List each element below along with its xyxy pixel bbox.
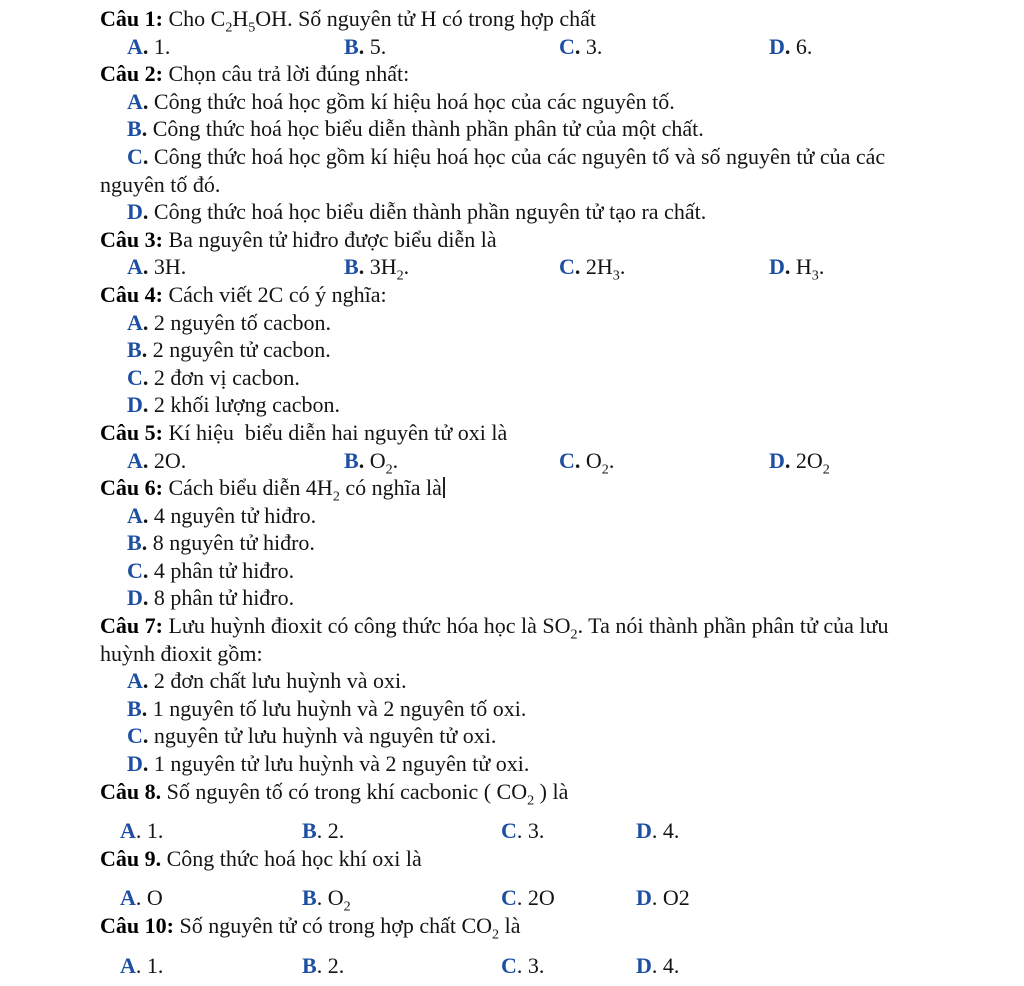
option-letter-c: C bbox=[559, 447, 575, 473]
option-letter-punct: . bbox=[651, 885, 658, 911]
option-text: 6. bbox=[795, 33, 813, 59]
option-text: 2O bbox=[527, 885, 555, 911]
option-letter-a: A bbox=[120, 952, 136, 978]
option-letter-punct: . bbox=[135, 818, 142, 844]
question-stem: Số nguyên tố có trong khí cacbonic ( $CO_2$ ) là bbox=[166, 778, 569, 809]
option-letter-punct: . bbox=[135, 952, 142, 978]
option-line bbox=[100, 667, 942, 695]
question-head bbox=[100, 419, 942, 447]
option-letter-c: C bbox=[501, 952, 517, 978]
question-head bbox=[100, 912, 942, 943]
option-letter-a: A bbox=[127, 33, 143, 59]
option-line bbox=[100, 198, 942, 226]
option-letter-punct: . bbox=[141, 530, 148, 556]
option-text: Công thức hoá học gồm kí hiệu hoá học của các nguyên tố và số nguyên tử của các nguyên tố đó. bbox=[100, 143, 886, 197]
option-line bbox=[100, 309, 942, 337]
option-text: 5. bbox=[369, 33, 387, 59]
option-letter-punct: . bbox=[141, 695, 148, 721]
option-letter-punct: . bbox=[574, 33, 581, 59]
option-text: $H_3$. bbox=[795, 254, 825, 284]
question-head bbox=[100, 60, 942, 88]
option-letter-c: C bbox=[127, 723, 143, 749]
question-head bbox=[100, 612, 942, 667]
option-text: 4. bbox=[662, 952, 680, 978]
option-letter-a: A bbox=[127, 88, 143, 114]
option-line bbox=[100, 88, 942, 116]
option-text: O2 bbox=[662, 885, 690, 911]
option-line bbox=[100, 695, 942, 723]
options-row bbox=[100, 33, 942, 61]
subscript: 5 bbox=[248, 19, 256, 36]
option-text: 4 nguyên tử hiđro. bbox=[153, 502, 317, 528]
option-text: 8 phân tử hiđro. bbox=[153, 585, 295, 611]
option-letter-punct: . bbox=[358, 254, 365, 280]
option-text: $2H_3$. bbox=[585, 254, 626, 284]
option bbox=[769, 33, 812, 61]
option-letter-b: B bbox=[302, 818, 317, 844]
option bbox=[120, 952, 163, 980]
option bbox=[302, 884, 351, 915]
option bbox=[127, 253, 186, 281]
option-line bbox=[100, 115, 942, 143]
subscript: 2 bbox=[570, 626, 578, 643]
option-letter-punct: . bbox=[651, 952, 658, 978]
option-line bbox=[100, 391, 942, 419]
option-letter-punct: . bbox=[574, 254, 581, 280]
option bbox=[559, 253, 626, 284]
subscript: 3 bbox=[612, 267, 620, 284]
options-row bbox=[100, 253, 942, 284]
option-letter-a: A bbox=[127, 254, 143, 280]
option-text: 1 nguyên tố lưu huỳnh và 2 nguyên tố oxi. bbox=[152, 695, 527, 721]
option-letter-punct: . bbox=[141, 116, 148, 142]
option-text: $O_2$. bbox=[585, 447, 615, 477]
option-letter-punct: . bbox=[358, 447, 365, 473]
question-head bbox=[100, 474, 942, 505]
question-block-5 bbox=[100, 419, 942, 477]
option bbox=[636, 817, 679, 845]
option-letter-a: A bbox=[127, 447, 143, 473]
question-block-7 bbox=[100, 612, 942, 778]
option-letter-d: D bbox=[127, 199, 143, 225]
question-label: Câu 4: bbox=[100, 281, 163, 307]
option-letter-punct: . bbox=[784, 33, 791, 59]
option-text: 8 nguyên tử hiđro. bbox=[152, 530, 315, 556]
option-line bbox=[100, 584, 942, 612]
option-line bbox=[100, 529, 942, 557]
option-letter-b: B bbox=[127, 337, 142, 363]
option-text: 2 khối lượng cacbon. bbox=[153, 392, 340, 418]
option-letter-punct: . bbox=[142, 502, 149, 528]
option-letter-c: C bbox=[127, 364, 143, 390]
options-row bbox=[100, 884, 942, 915]
subscript: 2 bbox=[601, 460, 609, 477]
subscript: 2 bbox=[822, 460, 830, 477]
option-letter-b: B bbox=[302, 952, 317, 978]
options-row bbox=[100, 447, 942, 475]
option-letter-d: D bbox=[127, 585, 143, 611]
option-letter-punct: . bbox=[142, 723, 149, 749]
option bbox=[120, 884, 163, 912]
option-text: 1 nguyên tử lưu huỳnh và 2 nguyên tử oxi. bbox=[153, 751, 530, 777]
question-stem: Công thức hoá học khí oxi là bbox=[166, 845, 422, 871]
subscript: 2 bbox=[332, 488, 340, 505]
option-letter-b: B bbox=[344, 33, 359, 59]
options-row bbox=[100, 952, 942, 980]
option-letter-b: B bbox=[344, 254, 359, 280]
option-letter-punct: . bbox=[784, 254, 791, 280]
option-letter-d: D bbox=[636, 885, 652, 911]
option-letter-c: C bbox=[501, 818, 517, 844]
question-block-4 bbox=[100, 281, 942, 419]
option-text: 1. bbox=[153, 33, 171, 59]
option bbox=[302, 817, 344, 845]
option-letter-c: C bbox=[127, 557, 143, 583]
question-stem: Cách viết 2C có ý nghĩa: bbox=[168, 281, 387, 307]
option-text: 4 phân tử hiđro. bbox=[153, 557, 295, 583]
question-label: Câu 7: bbox=[100, 613, 163, 639]
subscript: 2 bbox=[527, 792, 535, 809]
question-head bbox=[100, 845, 942, 873]
option bbox=[769, 447, 830, 475]
question-block-9 bbox=[100, 845, 942, 915]
option-line bbox=[100, 750, 942, 778]
option bbox=[636, 952, 679, 980]
option bbox=[501, 817, 544, 845]
option-line bbox=[100, 557, 942, 585]
option-letter-punct: . bbox=[142, 364, 149, 390]
question-stem: Chọn câu trả lời đúng nhất: bbox=[168, 61, 410, 87]
option-letter-punct: . bbox=[574, 447, 581, 473]
option-letter-punct: . bbox=[358, 33, 365, 59]
option-letter-c: C bbox=[127, 143, 143, 169]
option-text: 3. bbox=[527, 952, 545, 978]
option-letter-punct: . bbox=[142, 309, 149, 335]
option-text: 2 nguyên tố cacbon. bbox=[153, 309, 332, 335]
option-letter-d: D bbox=[127, 751, 143, 777]
option-letter-b: B bbox=[344, 447, 359, 473]
option-letter-punct: . bbox=[516, 818, 523, 844]
question-stem: Kí hiệu biểu diễn hai nguyên tử oxi là bbox=[168, 419, 508, 445]
option-letter-d: D bbox=[769, 447, 785, 473]
option bbox=[120, 817, 163, 845]
option-text: 2 nguyên tử cacbon. bbox=[152, 337, 331, 363]
option-letter-d: D bbox=[769, 33, 785, 59]
option-letter-punct: . bbox=[142, 254, 149, 280]
option-letter-a: A bbox=[120, 818, 136, 844]
question-stem: Ba nguyên tử hiđro được biểu diễn là bbox=[168, 226, 497, 252]
option-letter-b: B bbox=[127, 116, 142, 142]
option-text: 1. bbox=[146, 818, 164, 844]
option bbox=[127, 447, 186, 475]
option bbox=[501, 884, 555, 912]
option-letter-punct: . bbox=[142, 557, 149, 583]
option-letter-punct: . bbox=[142, 585, 149, 611]
option bbox=[344, 447, 398, 475]
option-letter-a: A bbox=[127, 668, 143, 694]
question-label: Câu 3: bbox=[100, 226, 163, 252]
option-text: $O_2$. bbox=[369, 447, 399, 477]
subscript: 2 bbox=[343, 898, 351, 915]
question-label: Câu 9. bbox=[100, 845, 162, 871]
option-text: $O_2$ bbox=[327, 885, 351, 915]
question-stem: Cho $C_2H_5OH$. Số nguyên tử H có trong hợp chất bbox=[168, 6, 596, 36]
text-cursor bbox=[443, 477, 445, 498]
option-letter-a: A bbox=[127, 502, 143, 528]
option-letter-punct: . bbox=[316, 818, 323, 844]
question-head bbox=[100, 281, 942, 309]
option-text: nguyên tử lưu huỳnh và nguyên tử oxi. bbox=[153, 723, 497, 749]
option-line bbox=[100, 364, 942, 392]
option-line bbox=[100, 502, 942, 530]
option-line bbox=[100, 722, 942, 750]
option-text: 3. bbox=[527, 818, 545, 844]
option bbox=[559, 33, 602, 61]
option-letter-punct: . bbox=[142, 143, 149, 169]
option-letter-punct: . bbox=[516, 885, 523, 911]
option-letter-b: B bbox=[127, 695, 142, 721]
question-block-1 bbox=[100, 5, 942, 60]
option-text: 4. bbox=[662, 818, 680, 844]
option-letter-punct: . bbox=[516, 952, 523, 978]
question-label: Câu 1: bbox=[100, 6, 163, 31]
option-line bbox=[100, 143, 942, 198]
question-label: Câu 2: bbox=[100, 61, 163, 87]
option-text: 2O. bbox=[153, 447, 187, 473]
subscript: 2 bbox=[225, 19, 233, 36]
option-line bbox=[100, 336, 942, 364]
option-letter-c: C bbox=[559, 254, 575, 280]
option bbox=[344, 253, 410, 284]
option-letter-d: D bbox=[769, 254, 785, 280]
question-stem: Cách biểu diễn $4H_2$ có nghĩa là bbox=[168, 475, 444, 500]
option-letter-punct: . bbox=[142, 751, 149, 777]
option bbox=[302, 952, 344, 980]
option-letter-punct: . bbox=[142, 668, 149, 694]
question-block-8 bbox=[100, 778, 942, 845]
question-head bbox=[100, 778, 942, 809]
option bbox=[636, 884, 690, 912]
subscript: 2 bbox=[396, 267, 404, 284]
option-letter-punct: . bbox=[142, 33, 149, 59]
option bbox=[769, 253, 825, 284]
option-letter-punct: . bbox=[142, 199, 149, 225]
question-head bbox=[100, 5, 942, 36]
question-block-3 bbox=[100, 226, 942, 284]
subscript: 2 bbox=[492, 926, 500, 943]
option-text: 2 đơn chất lưu huỳnh và oxi. bbox=[153, 668, 407, 694]
option-text: Công thức hoá học biểu diễn thành phần phân tử của một chất. bbox=[152, 116, 704, 142]
option-letter-punct: . bbox=[784, 447, 791, 473]
option-text: $3H_2$. bbox=[369, 254, 410, 284]
option-letter-punct: . bbox=[316, 885, 323, 911]
option-text: 2. bbox=[327, 818, 345, 844]
subscript: 3 bbox=[811, 267, 819, 284]
option-letter-punct: . bbox=[316, 952, 323, 978]
question-label: Câu 10: bbox=[100, 913, 174, 938]
option-letter-a: A bbox=[127, 309, 143, 335]
option-letter-punct: . bbox=[142, 447, 149, 473]
option-letter-d: D bbox=[636, 818, 652, 844]
option-text: Công thức hoá học biểu diễn thành phần nguyên tử tạo ra chất. bbox=[153, 199, 707, 225]
option-letter-c: C bbox=[501, 885, 517, 911]
option-letter-a: A bbox=[120, 885, 136, 911]
subscript: 2 bbox=[385, 460, 393, 477]
option-letter-punct: . bbox=[142, 88, 149, 114]
option-letter-punct: . bbox=[142, 392, 149, 418]
question-label: Câu 8. bbox=[100, 778, 162, 804]
question-block-6 bbox=[100, 474, 942, 612]
question-label: Câu 6: bbox=[100, 475, 163, 501]
option-text: 3. bbox=[585, 33, 603, 59]
question-block-2 bbox=[100, 60, 942, 226]
option-letter-d: D bbox=[127, 392, 143, 418]
option bbox=[559, 447, 614, 475]
option-letter-b: B bbox=[127, 530, 142, 556]
option-letter-b: B bbox=[302, 885, 317, 911]
option bbox=[501, 952, 544, 980]
option-letter-c: C bbox=[559, 33, 575, 59]
question-stem: Lưu huỳnh đioxit có công thức hóa học là $SO_2$. Ta nói thành phần phân tử của lưu huỳnh đioxit gồm: bbox=[100, 613, 889, 666]
option bbox=[344, 33, 386, 61]
question-block-10 bbox=[100, 912, 942, 979]
option-text: 3H. bbox=[153, 254, 187, 280]
options-row bbox=[100, 817, 942, 845]
option-text: 2 đơn vị cacbon. bbox=[153, 364, 300, 390]
question-label: Câu 5: bbox=[100, 419, 163, 445]
question-head bbox=[100, 226, 942, 254]
question-stem: Số nguyên tử có trong hợp chất $CO_2$ là bbox=[179, 913, 521, 943]
option-text: O bbox=[146, 885, 163, 911]
option-text: 2. bbox=[327, 952, 345, 978]
option-text: 1. bbox=[146, 952, 164, 978]
option-text: $2O_2$ bbox=[795, 447, 830, 477]
option-letter-punct: . bbox=[651, 818, 658, 844]
option bbox=[127, 33, 170, 61]
option-letter-punct: . bbox=[141, 337, 148, 363]
option-letter-d: D bbox=[636, 952, 652, 978]
option-text: Công thức hoá học gồm kí hiệu hoá học của các nguyên tố. bbox=[153, 88, 675, 114]
option-letter-punct: . bbox=[135, 885, 142, 911]
